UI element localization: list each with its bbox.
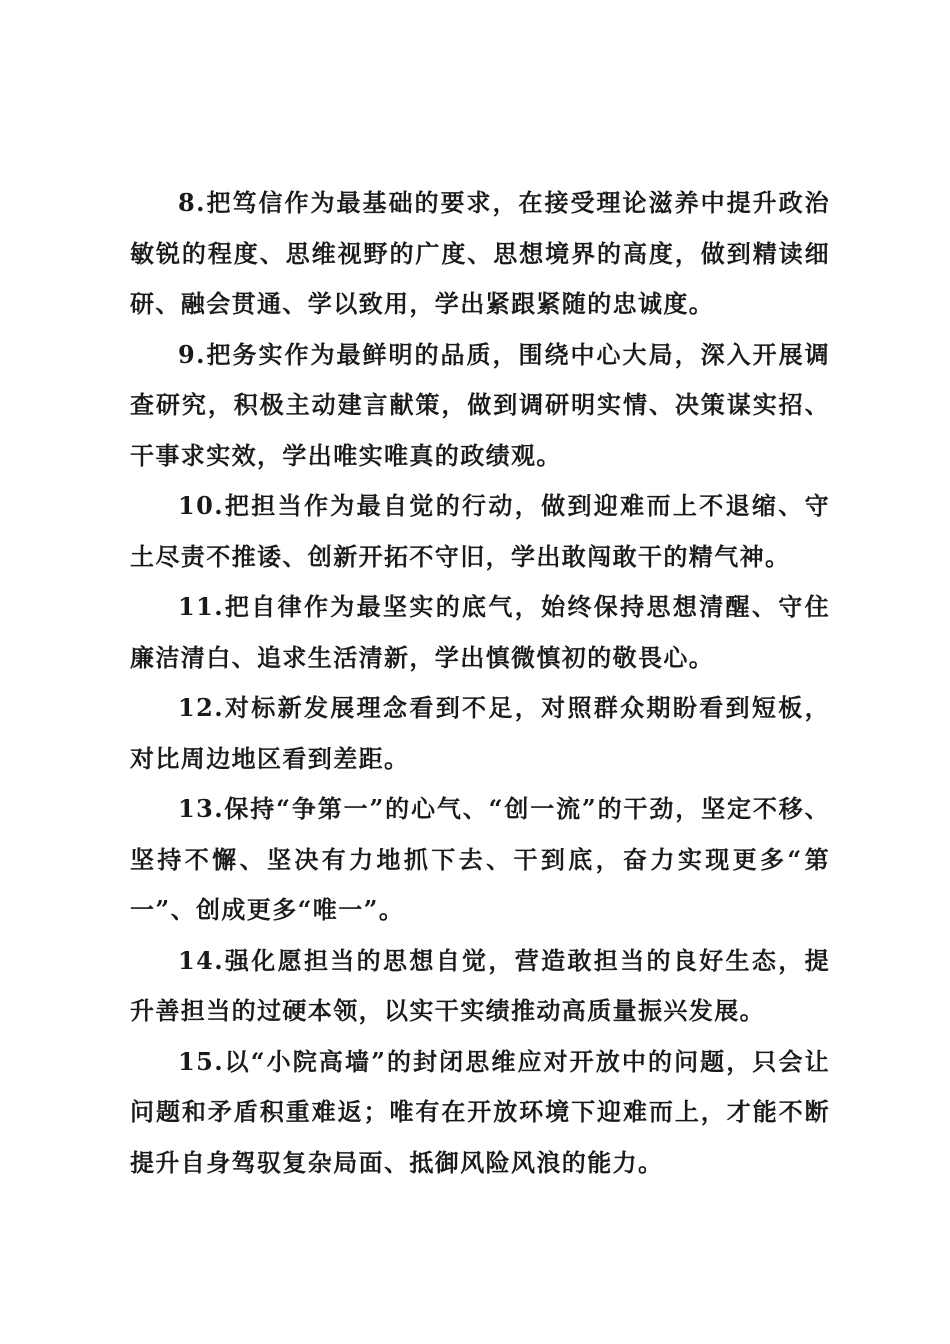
paragraph-13: 13.保持“争第一”的心气、“创一流”的干劲，坚定不移、坚持不懈、坚决有力地抓下去、干到底，奋力实现更多“第一”、创成更多“唯一”。 xyxy=(130,794,830,924)
paragraph-9: 9.把务实作为最鲜明的品质，围绕中心大局，深入开展调查研究，积极主动建言献策，做到调研明实情、决策谋实招、干事求实效，学出唯实唯真的政绩观。 xyxy=(130,339,830,470)
paragraph-12: 12.对标新发展理念看到不足，对照群众期盼看到短板，对比周边地区看到差距。 xyxy=(130,693,830,773)
paragraph-11: 11.把自律作为最坚实的底气，始终保持思想清醒、守住廉洁清白、追求生活清新，学出慎微慎初的敬畏心。 xyxy=(130,592,830,672)
document-body xyxy=(130,178,830,1188)
paragraph-15: 15.以“小院高墙”的封闭思维应对开放中的问题，只会让问题和矛盾积重难返；唯有在开放环境下迎难而上，才能不断提升自身驾驭复杂局面、抵御风险风浪的能力。 xyxy=(130,1046,830,1177)
paragraph-14: 14.强化愿担当的思想自觉，营造敢担当的良好生态，提升善担当的过硬本领，以实干实绩推动高质量振兴发展。 xyxy=(130,945,830,1025)
paragraph-8: 8.把笃信作为最基础的要求，在接受理论滋养中提升政治敏锐的程度、思维视野的广度、思想境界的高度，做到精读细研、融会贯通、学以致用，学出紧跟紧随的忠诚度。 xyxy=(130,188,830,318)
paragraph-10: 10.把担当作为最自觉的行动，做到迎难而上不退缩、守土尽责不推诿、创新开拓不守旧，学出敢闯敢干的精气神。 xyxy=(130,491,830,571)
